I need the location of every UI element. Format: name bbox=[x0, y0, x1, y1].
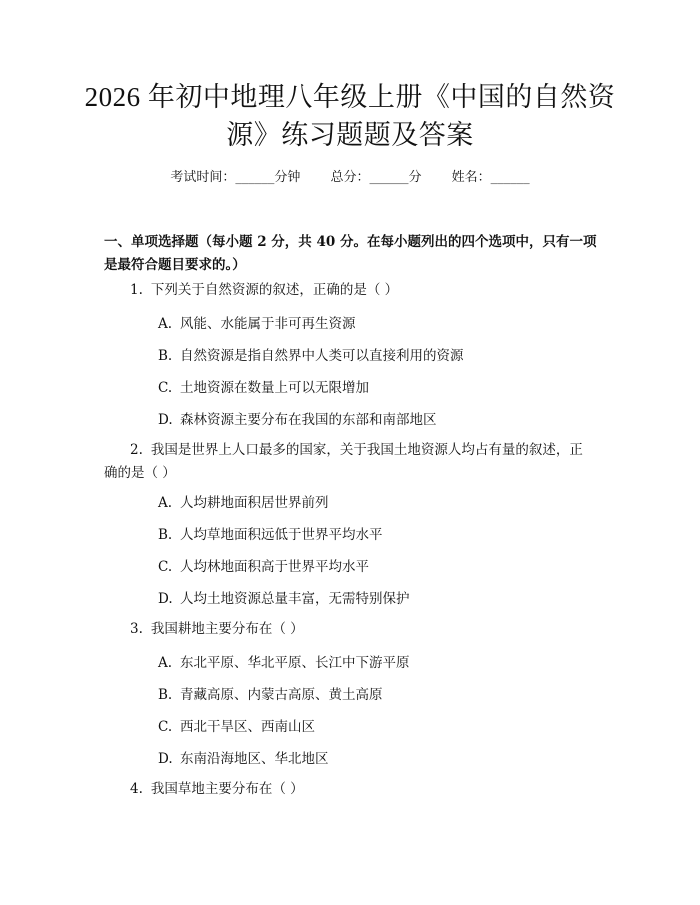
question-2-continuation: 确的是（ ） bbox=[104, 465, 176, 481]
question-text: 下列关于自然资源的叙述，正确的是（ ） bbox=[150, 282, 399, 298]
question-text: 我国耕地主要分布在（ ） bbox=[150, 621, 304, 637]
question-number: 3. bbox=[130, 621, 143, 637]
question-3-option-c bbox=[158, 717, 315, 737]
question-text: 我国是世界上人口最多的国家，关于我国土地资源人均占有量的叙述，正 bbox=[150, 442, 583, 458]
option-letter: C. bbox=[158, 559, 173, 575]
question-text: 我国草地主要分布在（ ） bbox=[150, 781, 304, 797]
option-letter: A. bbox=[158, 655, 173, 671]
option-text: 青藏高原、内蒙古高原、黄土高原 bbox=[180, 687, 383, 703]
question-1-option-a bbox=[158, 314, 356, 334]
question-number: 4. bbox=[130, 781, 143, 797]
question-2-option-a bbox=[158, 493, 329, 513]
option-text: 土地资源在数量上可以无限增加 bbox=[180, 380, 369, 396]
question-1-option-d bbox=[158, 410, 437, 430]
option-text: 森林资源主要分布在我国的东部和南部地区 bbox=[180, 412, 437, 428]
option-letter: B. bbox=[158, 687, 173, 703]
option-letter: D. bbox=[158, 591, 173, 607]
question-3-option-b bbox=[158, 685, 383, 705]
option-text: 自然资源是指自然界中人类可以直接利用的资源 bbox=[180, 348, 464, 364]
option-text: 人均草地面积远低于世界平均水平 bbox=[180, 527, 383, 543]
question-2-option-c bbox=[158, 557, 369, 577]
option-letter: D. bbox=[158, 751, 173, 767]
question-3 bbox=[130, 618, 304, 641]
title-line-1: 2026 年初中地理八年级上册《中国的自然资 bbox=[84, 82, 616, 112]
question-3-option-d bbox=[158, 749, 329, 769]
option-text: 人均林地面积高于世界平均水平 bbox=[180, 559, 369, 575]
title-line-2: 源》练习题题及答案 bbox=[226, 120, 474, 150]
option-text: 人均土地资源总量丰富，无需特别保护 bbox=[180, 591, 410, 607]
option-text: 风能、水能属于非可再生资源 bbox=[180, 316, 356, 332]
exam-name: 姓名：______ bbox=[451, 170, 530, 185]
option-letter: C. bbox=[158, 719, 173, 735]
page-title bbox=[60, 78, 640, 154]
question-2-option-b bbox=[158, 525, 383, 545]
option-text: 东南沿海地区、华北地区 bbox=[180, 751, 329, 767]
exam-score: 总分：______分 bbox=[330, 170, 422, 185]
section-heading: 一、单项选择题（每小题 2 分，共 40 分。在每小题列出的四个选项中，只有一项是最符合题目要求的。） bbox=[104, 234, 597, 273]
option-text: 人均耕地面积居世界前列 bbox=[180, 495, 329, 511]
exam-meta bbox=[0, 168, 700, 188]
question-3-option-a bbox=[158, 653, 410, 673]
option-letter: B. bbox=[158, 527, 173, 543]
question-1 bbox=[130, 279, 398, 302]
option-letter: B. bbox=[158, 348, 173, 364]
question-2-option-d bbox=[158, 589, 410, 609]
option-letter: A. bbox=[158, 316, 173, 332]
option-letter: D. bbox=[158, 412, 173, 428]
question-1-option-c bbox=[158, 378, 369, 398]
question-number: 1. bbox=[130, 282, 143, 298]
exam-time: 考试时间：______分钟 bbox=[170, 170, 301, 185]
option-letter: A. bbox=[158, 495, 173, 511]
question-1-option-b bbox=[158, 346, 464, 366]
question-2 bbox=[130, 439, 583, 462]
option-text: 东北平原、华北平原、长江中下游平原 bbox=[180, 655, 410, 671]
question-number: 2. bbox=[130, 442, 143, 458]
question-4 bbox=[130, 778, 304, 801]
option-letter: C. bbox=[158, 380, 173, 396]
option-text: 西北干旱区、西南山区 bbox=[180, 719, 315, 735]
